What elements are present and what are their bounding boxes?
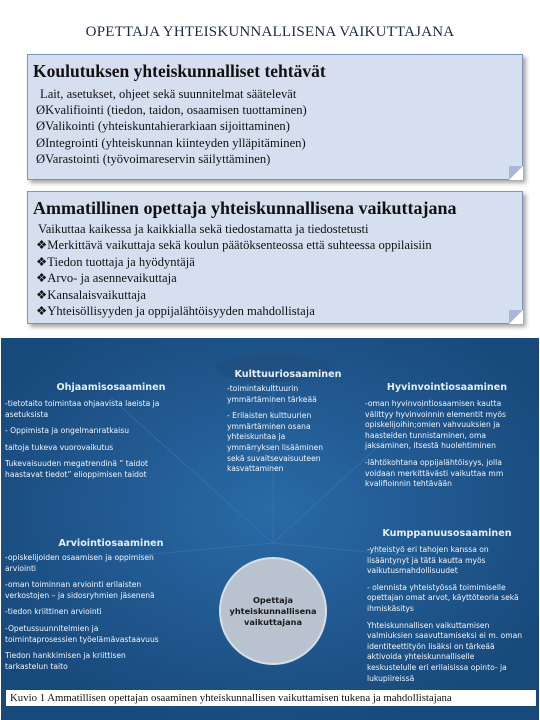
text-line: ymmärtäminen osana: [227, 421, 311, 431]
text-line: valmiuksien saavuttamiseksi ei m. oman: [367, 631, 523, 641]
text-line: ymmärryksen lisääminen: [227, 442, 324, 452]
text-line: kvalifioinnin tehtävään: [365, 479, 452, 489]
text-line: lisääntynyt ja tätä kautta myös: [367, 555, 486, 565]
section-text: [357, 545, 537, 684]
text-line: -lähtökohtana oppijalähtöisyys, jolla: [365, 457, 502, 467]
page-title: OPETTAJA YHTEISKUNNALLISENA VAIKUTTAJANA: [85, 24, 455, 40]
note-box-tasks: [27, 54, 523, 180]
text-line: -tiedon kriittinen arviointi: [5, 607, 102, 617]
text-line: identiteettityön lisäksi on tärkeää: [367, 641, 495, 651]
text-line: keskustelulle eri erilaisissa opinto- ja: [367, 662, 507, 672]
text-line: asetuksista: [5, 409, 49, 419]
text-line: Tiedon hankkimisen ja kriittisen: [5, 651, 126, 661]
text-line: välittyy hyvinvoinnin elementit myös: [365, 409, 506, 419]
competence-diagram: [1, 338, 539, 720]
section-text: [357, 399, 537, 490]
culture-section: [223, 369, 353, 475]
text-line: -oman hyvinvointiosaamisen kautta: [365, 399, 502, 408]
text-line: -tietotaito toimintaa ohjaavista laeista ja: [5, 399, 160, 408]
text-line: -Opetussuunnitelmien ja: [5, 623, 99, 633]
text-line: Yhteiskunnallisen vaikuttamisen: [367, 620, 490, 630]
text-line: - olennista yhteistyössä toimimiselle: [367, 582, 506, 592]
list-item: ❖Yhteisöllisyyden ja oppijalähtöisyyden mahdollistaja: [36, 304, 315, 319]
section-title: Kumppanuusosaaminen: [382, 528, 512, 539]
text-line: aktivoida yhteiskunnalliselle: [367, 652, 475, 662]
list-item: ❖Tiedon tuottaja ja hyödyntäjä: [36, 254, 195, 269]
partnership-section: [357, 528, 537, 684]
text-line: voidaan merkittävästi vaikuttaa mm: [365, 468, 504, 478]
text-line: arviointi: [5, 563, 37, 573]
text-line: yhteiskuntaa ja: [227, 432, 286, 442]
list-item: ØIntegrointi (yhteiskunnan kiinteyden ylläpitäminen): [36, 135, 306, 150]
section-text: [5, 553, 217, 672]
guidance-section: [5, 382, 217, 481]
text-line: toimintaprosessien työelämävastaavuus: [5, 634, 159, 644]
center-label: vaikuttajana: [244, 616, 302, 627]
list-item: ❖Arvo- ja asennevaikuttaja: [36, 271, 177, 286]
text-line: haasteiden tunnistaminen, oma: [365, 430, 486, 440]
section-text: [223, 384, 353, 475]
text-line: lukupiireissä: [367, 673, 415, 683]
list-item: ❖Kansalaisvaikuttaja: [36, 287, 146, 302]
figure-caption: Kuvio 1 Ammatillisen opettajan osaaminen yhteiskunnallisen vaikuttamisen tukena ja mahdollistajana: [6, 690, 536, 706]
section-title: Hyvinvointiosaaminen: [386, 382, 508, 393]
text-line: taitoja tukeva vuorovaikutus: [5, 442, 114, 452]
center-circle: [219, 557, 327, 665]
text-line: ihmiskäsitys: [367, 603, 414, 613]
center-label: yhteiskunnallisena: [229, 605, 317, 616]
note-heading: Koulutuksen yhteiskunnalliset tehtävät: [33, 61, 326, 81]
text-line: kasvattaminen: [227, 464, 284, 474]
list-item: ❖Merkittävä vaikuttaja sekä koulun päätöksenteossa että suhteessa oppilaisiin: [36, 238, 432, 252]
text-line: - Oppimista ja ongelmanratkaisu: [5, 426, 130, 436]
section-text: [5, 399, 217, 481]
text-line: opettajan omat arvot, käyttöteoria sekä: [367, 593, 519, 603]
note-subtitle: Lait, asetukset, ohjeet sekä suunnitelmat säätelevät: [40, 87, 297, 101]
text-line: opiskelijoihin;omien vahvuuksien ja: [365, 420, 500, 430]
text-line: jaksaminen, itsestä huolehtiminen: [365, 441, 496, 451]
text-line: -yhteistyö eri tahojen kanssa on: [367, 545, 489, 554]
list-item: ØVarastointi (työvoimareservin säilyttäminen): [36, 152, 271, 167]
note-box-teacher: [27, 191, 523, 324]
text-line: haastavat tiedot” elioppimisen taidot: [5, 469, 147, 479]
text-line: tarkastelun taito: [5, 661, 68, 671]
list-item: ØKvalifiointi (tiedon, taidon, osaamisen tuottaminen): [36, 103, 307, 117]
wellbeing-section: [357, 382, 537, 490]
text-line: verkostojen – ja sidosryhmien jäsenenä: [5, 590, 155, 600]
center-label: Opettaja: [252, 594, 294, 605]
text-line: ymmärtäminen tärkeää: [227, 394, 317, 404]
section-title: Arviointiosaaminen: [58, 538, 164, 549]
list-item: ØValikointi (yhteiskuntahierarkiaan sijoittaminen): [36, 119, 290, 134]
role-list: [28, 237, 522, 320]
text-line: -oman toiminnan arviointi erilaisten: [5, 580, 142, 590]
text-line: Tukevaisuuden megatrendinä ” taidot: [5, 459, 148, 469]
note-subtitle: Vaikuttaa kaikessa ja kaikkialla sekä tiedostamatta ja tiedostetusti: [38, 222, 369, 236]
text-line: -opiskelijoiden osaamisen ja oppimisen: [5, 553, 154, 562]
text-line: -toimintakulttuurin: [227, 384, 299, 393]
text-line: sekä suvaitsevaisuuteen: [227, 453, 321, 463]
task-list: [28, 102, 522, 168]
text-line: vaikutusmahdollisuudet: [367, 566, 458, 576]
note-heading: Ammatillinen opettaja yhteiskunnallisena vaikuttajana: [33, 198, 457, 218]
assessment-section: [5, 538, 217, 672]
text-line: - Erilaisten kulttuurien: [227, 411, 312, 421]
section-title: Kulttuuriosaaminen: [234, 369, 342, 380]
section-title: Ohjaamisosaaminen: [56, 382, 166, 393]
